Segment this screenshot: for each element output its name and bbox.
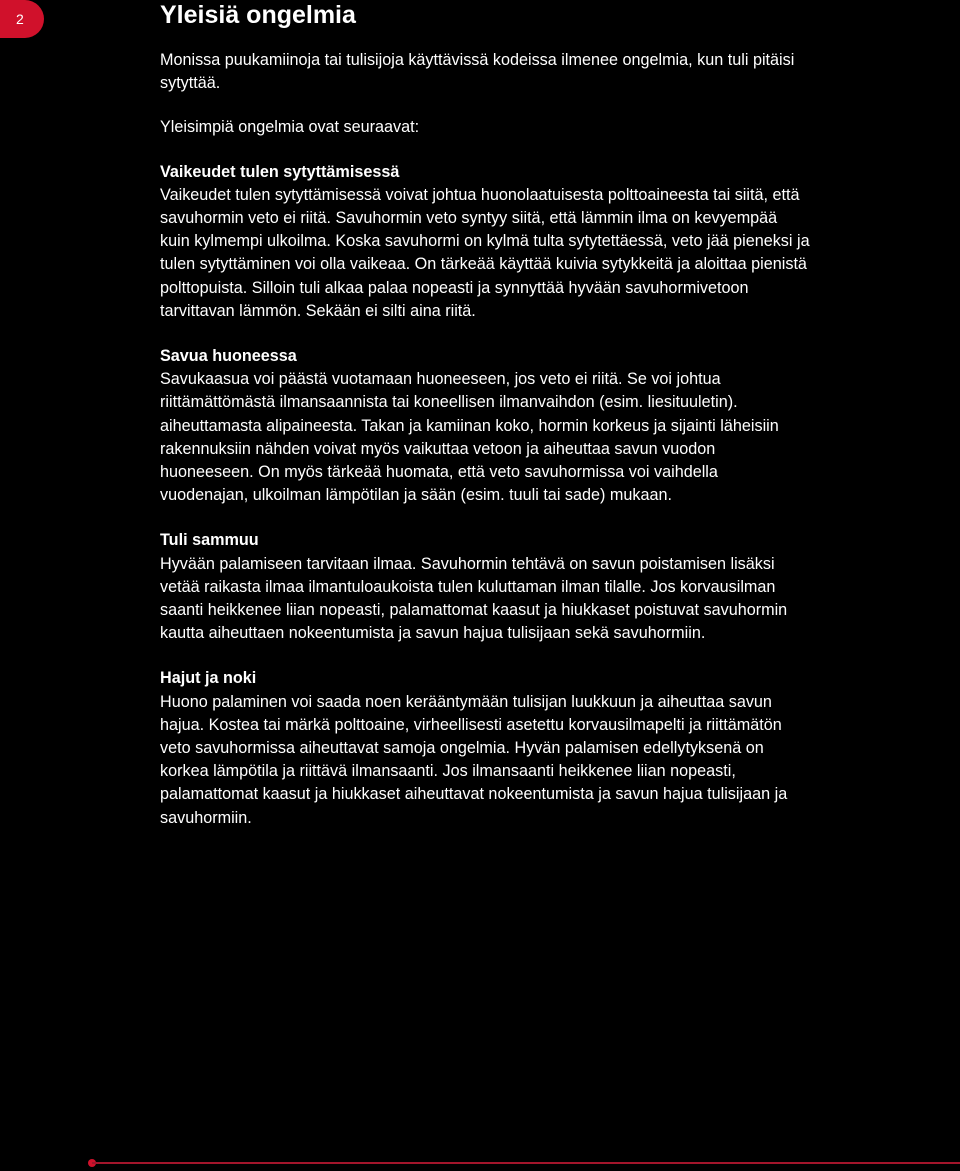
section-smoke-in-room [160, 345, 810, 507]
page-number-badge [0, 0, 44, 38]
section-heading: Savua huoneessa [160, 347, 297, 366]
section-body: Savukaasua voi päästä vuotamaan huoneeseen, jos veto ei riitä. Se voi johtua riittämättömästä ilmansaannista tai koneellisen ilmanvaihdon (esim. liesituuletin). aiheuttamasta alipaineesta. Takan ja kamiinan koko, hormin korkeus ja sijainti läheisiin rakennuksiin nähden voivat myös vaikuttaa vetoon ja aiheuttaa savun vuodon huoneeseen. On myös tärkeää huomata, että veto savuhormissa voi vaihdella vuodenajan, ulkoilman lämpötilan ja sään (esim. tuuli tai sade) mukaan. [160, 370, 779, 505]
section-fire-goes-out [160, 529, 810, 645]
section-body: Huono palaminen voi saada noen kerääntymään tulisijan luukkuun ja aiheuttaa savun hajua. Kostea tai märkä polttoaine, virheellisesti asetettu korvausilmapelti ja riittämätön veto savuhormissa aiheuttavat samoja ongelmia. Hyvän palamisen edellytyksenä on korkea lämpötila ja riittävä ilmansaanti. Jos ilmansaanti heikkenee liian nopeasti, palamattomat kaasut ja hiukkaset aiheuttavat nokeentumista ja savun hajua tulisijaan ja savuhormiin. [160, 692, 788, 827]
section-body: Vaikeudet tulen sytyttämisessä voivat johtua huonolaatuisesta polttoaineesta tai siitä, että savuhormin veto ei riitä. Savuhormin veto syntyy siitä, että lämmin ilma on kevyempää kuin kylmempi ulkoilma. Koska savuhormi on kylmä tulta sytytettäessä, veto jää pieneksi ja tulen sytyttäminen voi olla vaikeaa. On tärkeää käyttää kuivia sytykkeitä ja aloittaa pienistä polttopuista. Silloin tuli alkaa palaa nopeasti ja synnyttää hyvään savuhormivetoon tarvittavan lämmön. Sekään ei silti aina riitä. [160, 185, 810, 320]
intro-paragraph: Monissa puukamiinoja tai tulisijoja käyttävissä kodeissa ilmenee ongelmia, kun tuli pitäisi sytyttää. [160, 51, 795, 93]
section-heading: Vaikeudet tulen sytyttämisessä [160, 162, 400, 181]
document-content [160, 0, 810, 830]
footer-rule [92, 1162, 960, 1164]
intro-list-lead: Yleisimpiä ongelmia ovat seuraavat: [160, 118, 420, 137]
section-heading: Tuli sammuu [160, 531, 259, 550]
section-body: Hyvään palamiseen tarvitaan ilmaa. Savuhormin tehtävä on savun poistamisen lisäksi vetää raikasta ilmaa ilmantuloaukoista tulen kuluttaman ilman tilalle. Jos korvausilman saanti heikkenee liian nopeasti, palamattomat kaasut ja hiukkaset poistuvat savuhormin kautta aiheuttaen nokeentumista ja savun hajua tulisijaan sekä savuhormiin. [160, 554, 788, 643]
section-odors-and-soot [160, 667, 810, 829]
page-number: 2 [16, 11, 24, 27]
page-title: Yleisiä ongelmia [160, 1, 356, 29]
section-heading: Hajut ja noki [160, 669, 257, 688]
section-lighting-difficulties [160, 161, 810, 323]
